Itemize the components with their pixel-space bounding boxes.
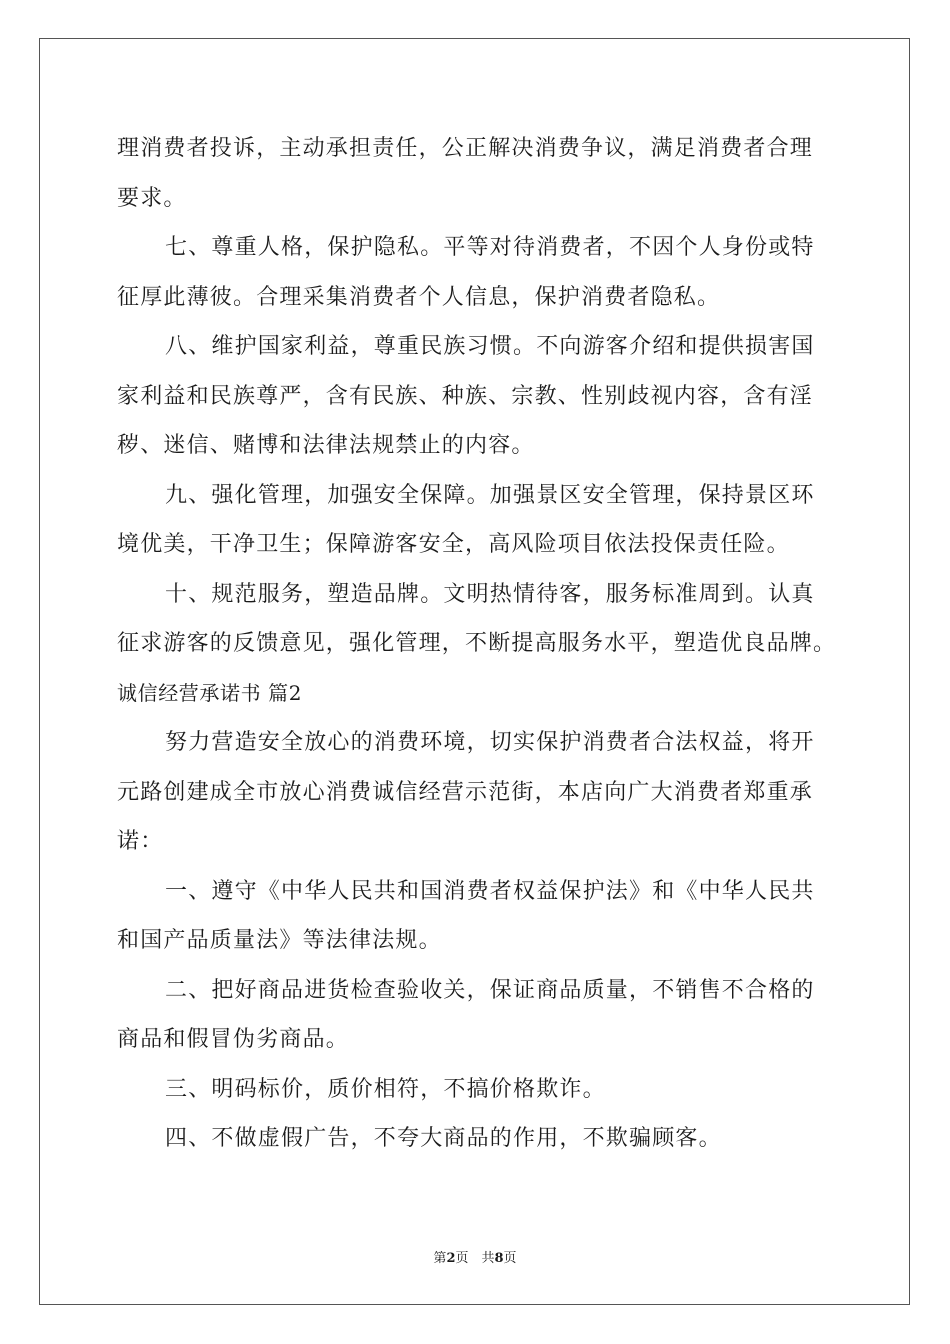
text-line: 征厚此薄彼。合理采集消费者个人信息，保护消费者隐私。 xyxy=(117,284,721,310)
section-heading: 诚信经营承诺书 篇2 xyxy=(117,680,303,705)
footer-prefix: 第 xyxy=(433,1251,447,1266)
paragraph-start-line: 三、明码标价，质价相符，不搞价格欺诈。 xyxy=(165,1076,606,1102)
text-line: 家利益和民族尊严，含有民族、种族、宗教、性别歧视内容，含有淫 xyxy=(117,383,814,409)
text-line: 和国产品质量法》等法律法规。 xyxy=(117,928,442,953)
footer-suffix: 页 xyxy=(503,1251,517,1266)
text-line: 秽、迷信、赌博和法律法规禁止的内容。 xyxy=(117,433,535,458)
text-line: 要求。 xyxy=(117,185,187,211)
paragraph-start-line: 一、遵守《中华人民共和国消费者权益保护法》和《中华人民共 xyxy=(165,878,815,904)
paragraph-start-line: 十、规范服务，塑造品牌。文明热情待客，服务标准周到。认真 xyxy=(165,581,815,607)
paragraph-start-line: 七、尊重人格，保护隐私。平等对待消费者，不因个人身份或特 xyxy=(165,235,815,260)
total-pages-number: 8 xyxy=(494,1251,504,1266)
text-line: 理消费者投诉，主动承担责任，公正解决消费争议，满足消费者合理 xyxy=(117,136,814,161)
text-line: 诺： xyxy=(117,829,164,854)
paragraph-start-line: 四、不做虚假广告，不夸大商品的作用，不欺骗顾客。 xyxy=(165,1126,722,1151)
paragraph-start-line: 二、把好商品进货检查验收关，保证商品质量，不销售不合格的 xyxy=(165,977,815,1003)
text-line: 境优美，干净卫生；保障游客安全，高风险项目依法投保责任险。 xyxy=(117,532,790,557)
text-line: 征求游客的反馈意见，强化管理，不断提高服务水平，塑造优良品牌。 xyxy=(117,631,837,656)
paragraph-start-line: 八、维护国家利益，尊重民族习惯。不向游客介绍和提供损害国 xyxy=(165,334,815,359)
footer-middle: 页 共 xyxy=(455,1251,495,1266)
document-body xyxy=(117,124,837,1164)
page-footer xyxy=(0,1247,950,1266)
paragraph-start-line: 努力营造安全放心的消费环境，切实保护消费者合法权益，将开 xyxy=(165,730,815,755)
text-line: 商品和假冒伪劣商品。 xyxy=(117,1027,350,1052)
paragraph-start-line: 九、强化管理，加强安全保障。加强景区安全管理，保持景区环 xyxy=(165,482,815,508)
current-page-number: 2 xyxy=(446,1251,456,1266)
text-line: 元路创建成全市放心消费诚信经营示范街，本店向广大消费者郑重承 xyxy=(117,779,814,805)
